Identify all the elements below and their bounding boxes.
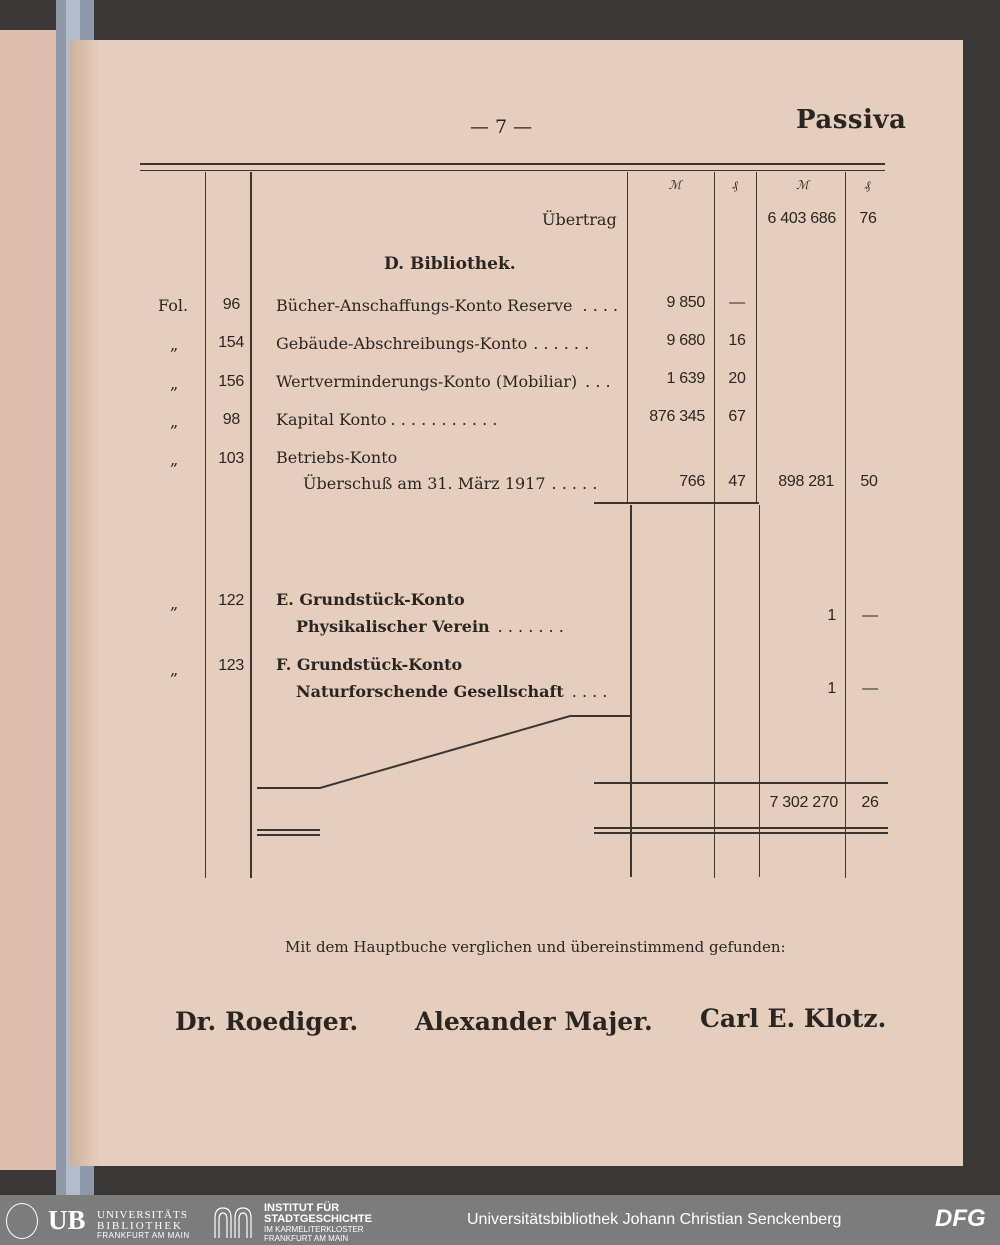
section-e-heading: E. Grundstück-Konto <box>276 590 465 609</box>
ub-line-1: UNIVERSITÄTS <box>97 1209 188 1221</box>
row-pfennig: 47 <box>728 473 746 490</box>
page-side-title: Passiva <box>796 105 907 135</box>
section-f-total-mark: 1 <box>827 680 836 697</box>
section-f-heading: F. Grundstück-Konto <box>276 655 463 674</box>
row-description: Wertverminderungs-Konto (Mobiliar) . . . <box>276 372 611 391</box>
row-prefix: „ <box>170 374 179 393</box>
university-seal-icon <box>6 1203 38 1239</box>
row-description: Kapital Konto . . . . . . . . . . . <box>276 410 498 429</box>
page-number: — 7 — <box>470 116 533 138</box>
row-pfennig: 20 <box>728 370 746 387</box>
row-prefix: „ <box>170 594 179 613</box>
row-folio: 96 <box>222 296 240 313</box>
row-prefix: „ <box>170 660 179 679</box>
footer-banner <box>0 1195 1000 1245</box>
section-e-total-pfennig: — <box>862 607 878 624</box>
section-e-total-mark: 1 <box>827 607 836 624</box>
column-header-mark: ℳ <box>668 178 682 192</box>
column-header-pfennig: ₰ <box>732 178 738 192</box>
section-d-total-pfennig: 50 <box>860 473 878 490</box>
verification-statement: Mit dem Hauptbuche verglichen und übereinstimmend gefunden: <box>285 938 786 956</box>
operating-surplus-label: Überschuß am 31. März 1917 . . . . . <box>303 474 598 493</box>
row-pfennig: 16 <box>728 332 746 349</box>
row-mark: 876 345 <box>649 408 705 425</box>
row-prefix: „ <box>170 335 179 354</box>
dfg-logo: DFG <box>935 1205 986 1232</box>
signature-klotz: Carl E. Klotz. <box>700 1004 887 1033</box>
row-prefix: „ <box>170 450 179 469</box>
operating-account-label: Betriebs-Konto <box>276 448 398 467</box>
ub-line-3: FRANKFURT AM MAIN <box>97 1231 190 1240</box>
row-folio: 154 <box>218 334 244 351</box>
footer-library-name: Universitätsbibliothek Johann Christian Senckenberg <box>467 1211 842 1228</box>
row-folio: 123 <box>218 657 244 674</box>
row-folio: 103 <box>218 450 244 467</box>
row-prefix: Fol. <box>158 296 189 315</box>
grand-total-pfennig: 26 <box>861 794 879 811</box>
column-header-pfennig-total: ₰ <box>864 178 871 192</box>
column-header-mark-total: ℳ <box>796 178 809 192</box>
section-d-heading: D. Bibliothek. <box>384 254 516 274</box>
section-d-total-mark: 898 281 <box>778 473 834 490</box>
section-f-description: Naturforschende Gesellschaft . . . . <box>296 682 608 701</box>
row-mark: 9 680 <box>666 332 705 349</box>
section-f-total-pfennig: — <box>862 680 878 697</box>
carry-over-mark: 6 403 686 <box>767 210 836 227</box>
row-prefix: „ <box>170 412 179 431</box>
row-mark: 1 639 <box>666 370 705 387</box>
ub-line-2: BIBLIOTHEK <box>97 1220 183 1232</box>
carry-over-pfennig: 76 <box>859 210 877 227</box>
row-description: Bücher-Anschaffungs-Konto Reserve . . . . <box>276 296 619 315</box>
row-pfennig: — <box>729 294 745 311</box>
institute-arches-icon <box>213 1204 253 1238</box>
signature-majer: Alexander Majer. <box>415 1007 653 1036</box>
row-mark: 9 850 <box>666 294 705 311</box>
section-e-description: Physikalischer Verein . . . . . . . <box>296 617 564 636</box>
isg-line-4: FRANKFURT AM MAIN <box>264 1234 349 1243</box>
signature-roediger: Dr. Roediger. <box>175 1007 359 1036</box>
isg-line-2: STADTGESCHICHTE <box>264 1213 372 1225</box>
row-folio: 98 <box>222 411 240 428</box>
row-pfennig: 67 <box>728 408 746 425</box>
carry-over-label: Übertrag <box>542 210 617 229</box>
ub-logo: UB <box>48 1205 86 1235</box>
grand-total-mark: 7 302 270 <box>769 794 838 811</box>
row-folio: 156 <box>218 373 244 390</box>
row-mark: 766 <box>679 473 705 490</box>
row-folio: 122 <box>218 592 244 609</box>
isg-line-3: IM KARMELITERKLOSTER <box>264 1225 364 1234</box>
row-description: Gebäude-Abschreibungs-Konto . . . . . . <box>276 334 590 353</box>
isg-line-1: INSTITUT FÜR <box>264 1202 340 1214</box>
